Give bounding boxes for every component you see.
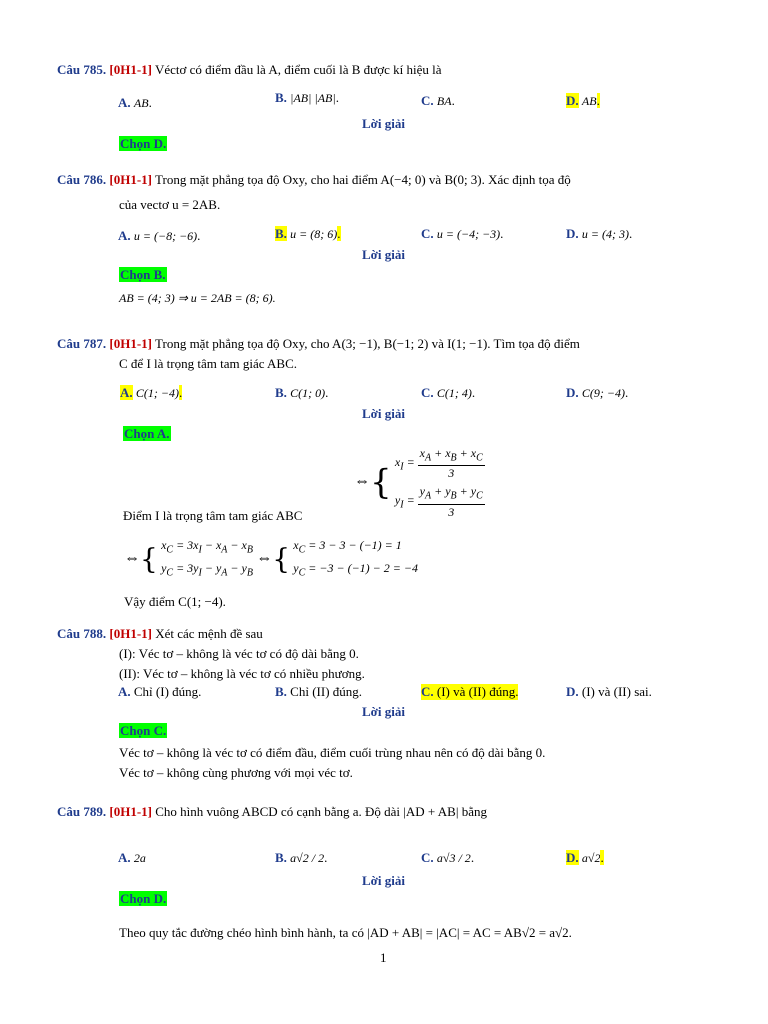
question-787: Câu 787. [0H1-1] Trong mặt phẳng tọa độ Oxy, cho A(3; −1), B(−1; 2) và I(1; −1). Tìm tọa độ điểm	[57, 336, 580, 351]
option-c: C. C(1; 4).	[421, 385, 476, 400]
option-b: B. u = (8; 6).	[275, 226, 341, 241]
solution-work: AB = (4; 3) ⇒ u = 2AB = (8; 6).	[119, 291, 276, 305]
question-text-2: C để I là trọng tâm tam giác ABC.	[119, 356, 297, 371]
question-text: Véctơ có điểm đầu là A, điểm cuối là B được kí hiệu là	[155, 62, 442, 77]
page-number: 1	[380, 950, 387, 965]
solution-work-1: Véc tơ – không là véc tơ có điểm đầu, điểm cuối trùng nhau nên có độ dài bằng 0.	[119, 745, 546, 760]
option-b: B. a√2 / 2.	[275, 850, 328, 865]
option-a: A. AB.	[118, 95, 152, 110]
question-788: Câu 788. [0H1-1] Xét các mệnh đề sau	[57, 626, 263, 641]
answer: Chọn A.	[124, 426, 170, 441]
solution-work: Theo quy tắc đường chéo hình bình hành, ta có |AD + AB| = |AC| = AC = AB√2 = a√2.	[119, 925, 572, 940]
solution-title: Lời giải	[362, 704, 405, 719]
question-785	[57, 62, 442, 78]
option-c: C. u = (−4; −3).	[421, 226, 504, 241]
statement-2: (II): Véc tơ – không là véc tơ có nhiều phương.	[119, 666, 365, 681]
solution-work-2: Vậy điểm C(1; −4).	[124, 594, 226, 609]
question-text-2: của vectơ u = 2AB.	[119, 197, 221, 212]
equation-system-centroid: ⇔{ $x_I$ = $\frac{x_A + x_B + x_C}{3}$ $y_I$ = $\frac{y_A + y_B + y_C}{3}$	[354, 446, 483, 519]
question-number: Câu 785.	[57, 62, 107, 77]
option-b: B. Chỉ (II) đúng.	[275, 684, 363, 699]
solution-title: Lời giải	[362, 247, 405, 262]
option-c: C. (I) và (II) đúng.	[421, 684, 519, 699]
option-d: D. u = (4; 3).	[566, 226, 633, 241]
question-text: Trong mặt phẳng tọa độ Oxy, cho A(3; −1), B(−1; 2) và I(1; −1). Tìm tọa độ điểm	[155, 336, 580, 351]
question-text: Cho hình vuông ABCD có cạnh bằng a. Độ dài |AD + AB| bằng	[155, 804, 487, 819]
equation-system-solve: ⇔{ $x_C = 3x_I - x_A - x_B$ $y_C = 3y_I - y_A - y_B$ ⇔{ $x_C = 3 - 3 - (-1) = 1$ $y_C = -3 - (-1) - 2 = -4$	[124, 538, 418, 579]
question-text: Trong mặt phẳng tọa độ Oxy, cho hai điểm A(−4; 0) và B(0; 3). Xác định tọa độ	[155, 172, 571, 187]
option-b: B. |AB| |AB|.	[275, 90, 339, 105]
option-d: D. a√2.	[566, 850, 604, 865]
solution-title: Lời giải	[362, 116, 405, 131]
solution-title: Lời giải	[362, 873, 405, 888]
answer: Chọn B.	[120, 267, 166, 282]
question-789: Câu 789. [0H1-1] Cho hình vuông ABCD có cạnh bằng a. Độ dài |AD + AB| bằng	[57, 804, 487, 819]
option-b: B. C(1; 0).	[275, 385, 329, 400]
option-c: C. BA.	[421, 93, 455, 108]
answer: Chọn D.	[120, 891, 167, 906]
solution-work-1: Điểm I là trọng tâm tam giác ABC	[123, 508, 303, 523]
option-a: A. 2a	[118, 850, 146, 865]
answer: Chọn C.	[120, 723, 167, 738]
option-d: D. C(9; −4).	[566, 385, 629, 400]
option-a: A. C(1; −4).	[120, 385, 183, 400]
answer: Chọn D.	[120, 136, 167, 151]
question-786: Câu 786. [0H1-1] Trong mặt phẳng tọa độ Oxy, cho hai điểm A(−4; 0) và B(0; 3). Xác định tọa độ	[57, 172, 571, 187]
statement-1: (I): Véc tơ – không là véc tơ có độ dài bằng 0.	[119, 646, 359, 661]
option-a: A. u = (−8; −6).	[118, 228, 201, 243]
solution-work-2: Véc tơ – không cùng phương với mọi véc tơ.	[119, 765, 353, 780]
question-text: Xét các mệnh đề sau	[155, 626, 263, 641]
option-c: C. a√3 / 2.	[421, 850, 475, 865]
option-a: A. Chỉ (I) đúng.	[118, 684, 202, 699]
option-d: D. AB.	[566, 93, 600, 108]
question-tag: [0H1-1]	[109, 62, 152, 77]
option-d: D. (I) và (II) sai.	[566, 684, 652, 699]
solution-title: Lời giải	[362, 406, 405, 421]
